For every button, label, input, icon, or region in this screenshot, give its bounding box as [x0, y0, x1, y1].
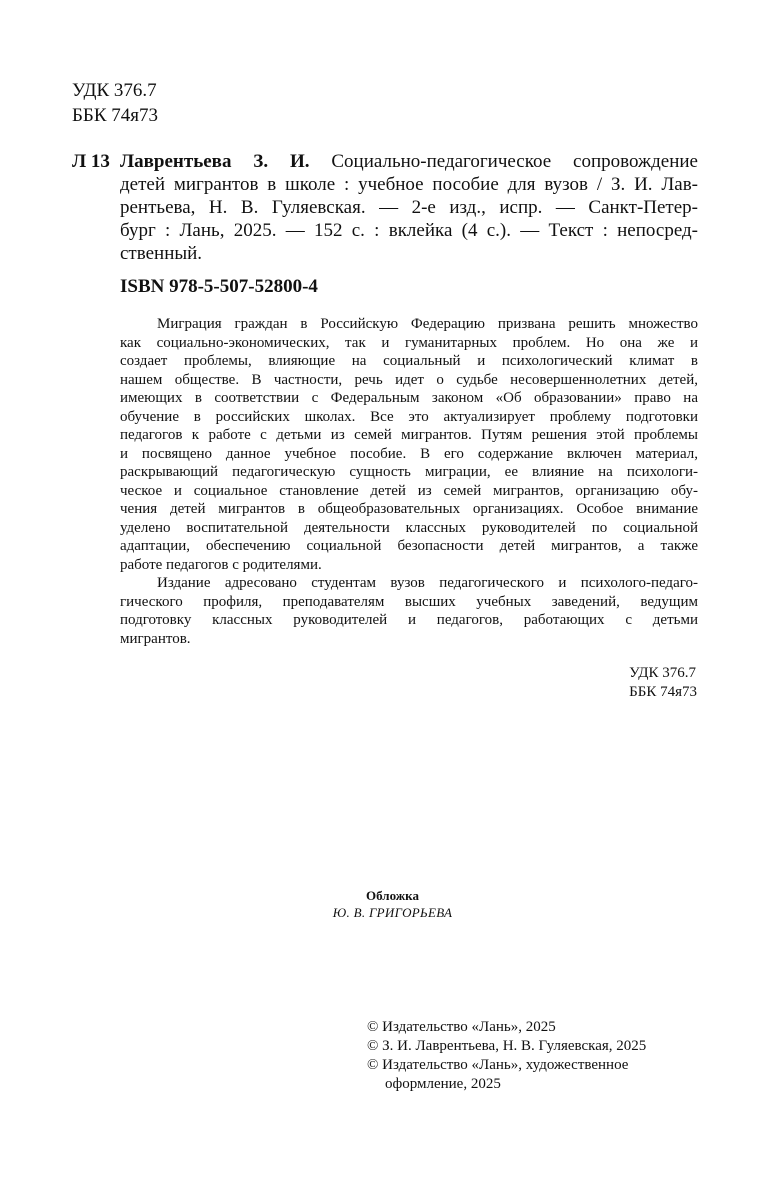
copyright-line: © Издательство «Лань», 2025 — [367, 1019, 556, 1035]
udk-code: УДК 376.7 — [629, 665, 696, 681]
bbk-code: ББК 74я73 — [72, 105, 158, 126]
annotation-line: обучение в российских школах. Все это актуализирует проблему подготовки — [120, 408, 698, 425]
bbk-code: ББК 74я73 — [629, 683, 697, 700]
bib-line: рентьева, Н. В. Гуляевская. — 2-е изд., испр. — Санкт-Петер- — [120, 197, 698, 218]
bib-line — [120, 150, 698, 173]
annotation-line: как социально-экономических, так и гуманитарных проблем. Но она же и — [120, 334, 698, 351]
bibliographic-description — [120, 150, 698, 265]
top-classification-codes — [72, 78, 158, 128]
bib-line: ственный. — [120, 243, 203, 264]
annotation-line: работе педагогов с родителями. — [120, 556, 322, 573]
copyright-line: © З. И. Лаврентьева, Н. В. Гуляевская, 2025 — [367, 1038, 647, 1054]
annotation-line: Миграция граждан в Российскую Федерацию призвана решить множество — [157, 316, 698, 332]
annotation-line: подготовку классных руководителей и педагогов, работающих с детьми — [120, 612, 698, 628]
annotation-line: педагогов к работе с детьми из семей мигрантов. Путям решения этой проблемы — [120, 427, 698, 443]
annotation-line: адаптации, обеспечению социальной безопасности детей мигрантов, а также — [120, 538, 698, 554]
isbn: ISBN 978-5-507-52800-4 — [120, 276, 318, 297]
annotation-line: и посвящено данное учебное пособие. В его содержание включен материал, — [120, 445, 698, 462]
annotation-line: мигрантов. — [120, 630, 191, 647]
annotation-line: имеющих в соответствии с Федеральным законом «Об образовании» право на — [120, 390, 698, 406]
annotation — [120, 315, 698, 648]
author-name: Лаврентьева З. И. — [120, 151, 310, 172]
title-start: Социально-педагогическое сопровождение — [309, 151, 698, 172]
bib-line: детей мигрантов в школе : учебное пособие для вузов / З. И. Лав- — [120, 174, 698, 195]
annotation-line: уделено воспитательной деятельности классных руководителей по социальной — [120, 519, 698, 536]
annotation-line: чения детей мигрантов в общеобразовательных организациях. Особое внимание — [120, 501, 698, 517]
copyright-line: оформление, 2025 — [385, 1076, 501, 1092]
copyright-block — [367, 1018, 646, 1094]
bibliographic-entry — [72, 150, 698, 265]
cover-credit — [0, 887, 769, 921]
annotation-line: ческое и социальное становление детей из семей мигрантов, организацию обу- — [120, 482, 698, 499]
cover-label: Обложка — [366, 888, 419, 903]
annotation-line: Издание адресовано студентам вузов педагогического и психолого-педаго- — [157, 575, 698, 591]
bib-line: бург : Лань, 2025. — 152 с. : вклейка (4 с.). — Текст : непосред- — [120, 220, 698, 241]
annotation-line: гического профиля, преподавателям высших учебных заведений, ведущим — [120, 593, 698, 610]
udk-code: УДК 376.7 — [72, 80, 157, 101]
author-mark: Л 13 — [72, 151, 110, 172]
annotation-line: раскрывающий педагогическую сущность миграции, ее влияние на психологи- — [120, 464, 698, 480]
cover-designer: Ю. В. ГРИГОРЬЕВА — [332, 905, 453, 920]
copyright-line: © Издательство «Лань», художественное — [367, 1057, 629, 1073]
bottom-classification-codes — [629, 664, 697, 701]
annotation-line: нашем обществе. В частности, речь идет о судьбе несовершеннолетних детей, — [120, 371, 698, 388]
annotation-line: создает проблемы, влияющие на социальный и психологический климат в — [120, 353, 698, 369]
